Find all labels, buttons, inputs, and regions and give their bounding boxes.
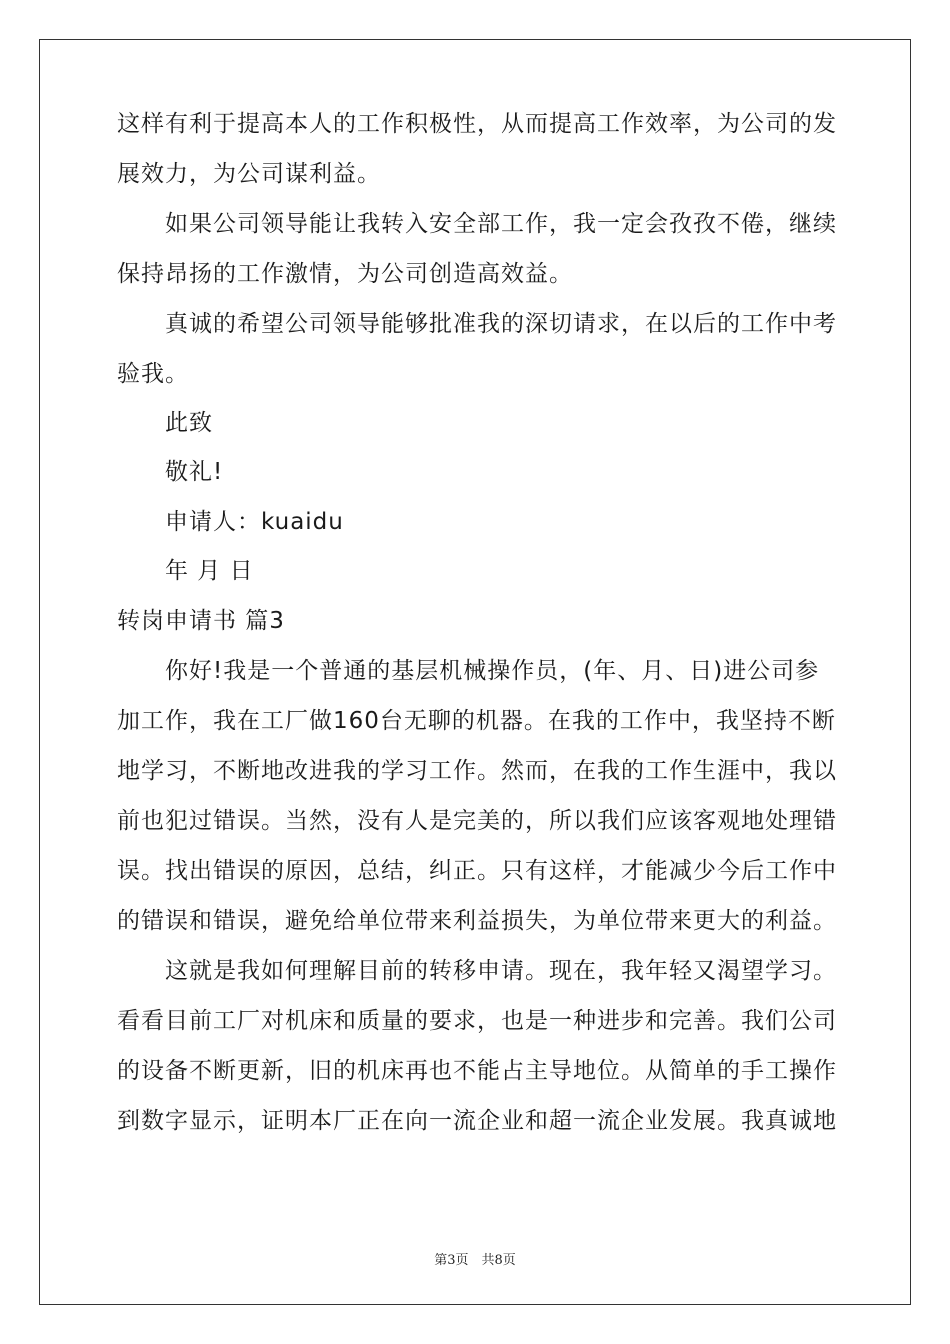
document-line: 加工作，我在工厂做160台无聊的机器。在我的工作中，我坚持不断 bbox=[117, 708, 836, 734]
document-line: 真诚的希望公司领导能够批准我的深切请求，在以后的工作中考 bbox=[165, 311, 837, 337]
document-line: 年 月 日 bbox=[165, 558, 254, 584]
document-line: 转岗申请书 篇3 bbox=[117, 608, 285, 634]
document-line: 地学习，不断地改进我的学习工作。然而，在我的工作生涯中，我以 bbox=[117, 758, 837, 784]
document-line: 验我。 bbox=[117, 361, 189, 387]
document-line: 前也犯过错误。当然，没有人是完美的，所以我们应该客观地处理错 bbox=[117, 808, 837, 834]
document-line: 此致 bbox=[165, 410, 213, 436]
document-line: 看看目前工厂对机床和质量的要求，也是一种进步和完善。我们公司 bbox=[117, 1008, 837, 1034]
document-line: 敬礼! bbox=[165, 459, 224, 485]
page-footer: 第3页 共8页 bbox=[434, 1253, 516, 1268]
document-line: 的设备不断更新，旧的机床再也不能占主导地位。从简单的手工操作 bbox=[117, 1058, 837, 1084]
document-line: 误。找出错误的原因，总结，纠正。只有这样，才能减少今后工作中 bbox=[117, 858, 837, 884]
document-line: 的错误和错误，避免给单位带来利益损失，为单位带来更大的利益。 bbox=[117, 908, 837, 934]
document-line: 展效力，为公司谋利益。 bbox=[117, 161, 381, 187]
document-line: 你好!我是一个普通的基层机械操作员，(年、月、日)进公司参 bbox=[165, 658, 820, 684]
document-line: 到数字显示，证明本厂正在向一流企业和超一流企业发展。我真诚地 bbox=[117, 1108, 837, 1134]
document-line: 申请人：kuaidu bbox=[165, 509, 344, 535]
document-line: 如果公司领导能让我转入安全部工作，我一定会孜孜不倦，继续 bbox=[165, 211, 837, 237]
document-line: 这样有利于提高本人的工作积极性，从而提高工作效率，为公司的发 bbox=[117, 111, 837, 137]
document-line: 保持昂扬的工作激情，为公司创造高效益。 bbox=[117, 261, 573, 287]
document-line: 这就是我如何理解目前的转移申请。现在，我年轻又渴望学习。 bbox=[165, 958, 837, 984]
